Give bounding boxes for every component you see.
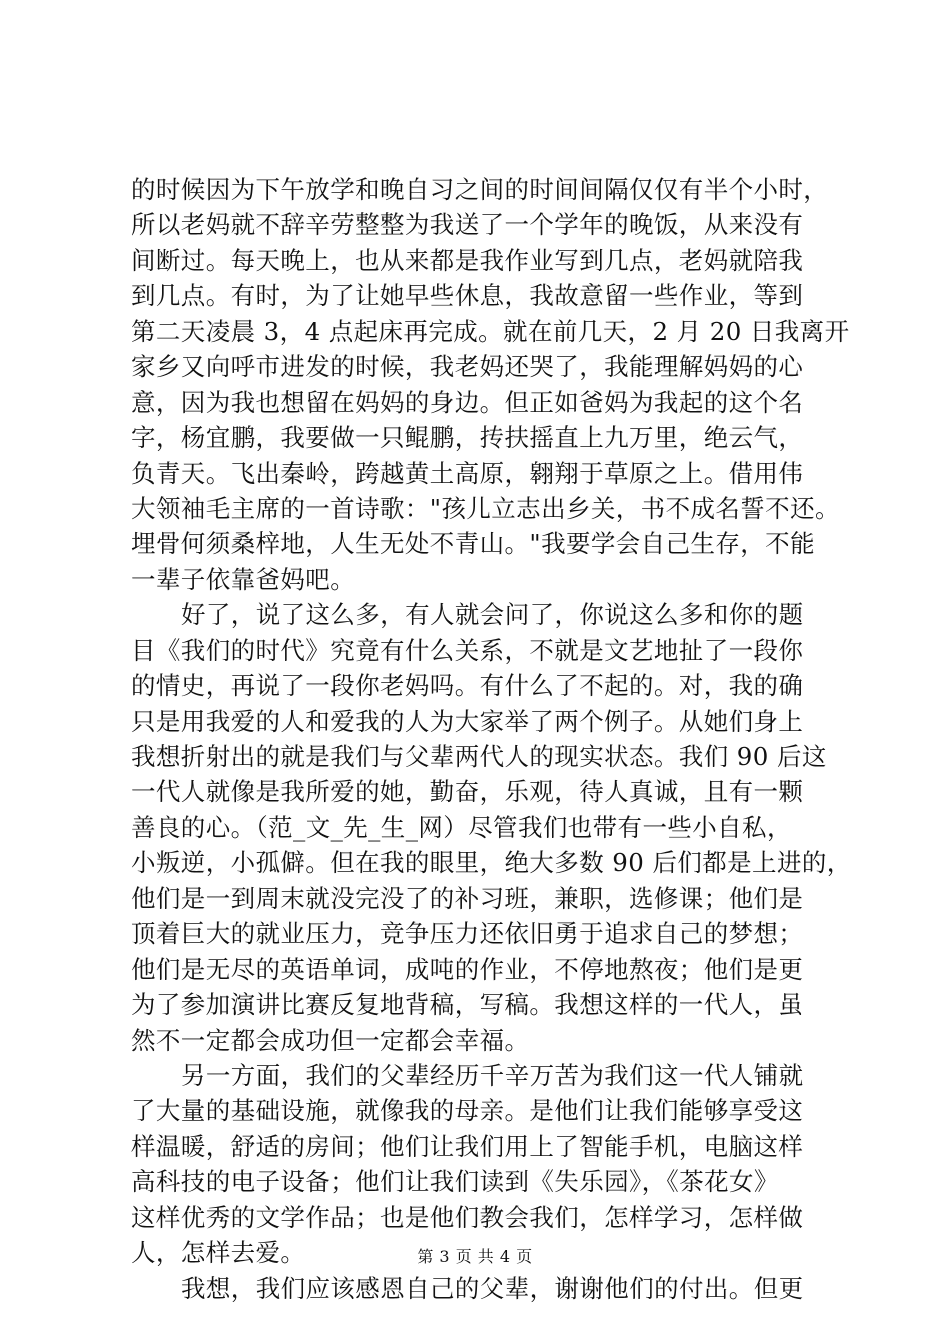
text-line: 埋骨何须桑梓地，人生无处不青山。"我要学会自己生存，不能 xyxy=(131,529,815,559)
text-line: 的情史，再说了一段你老妈吗。有什么了不起的。对，我的确 xyxy=(131,671,804,701)
text-line: 小叛逆，小孤僻。但在我的眼里，绝大多数 90 后们都是上进的， xyxy=(131,848,852,878)
text-line: 大领袖毛主席的一首诗歌："孩儿立志出乡关，书不成名誓不还。 xyxy=(131,493,840,523)
text-line: 高科技的电子设备；他们让我们读到《失乐园》，《茶花女》 xyxy=(131,1167,779,1197)
text-line: 这样优秀的文学作品；也是他们教会我们，怎样学习，怎样做 xyxy=(131,1202,804,1232)
text-line: 一辈子依靠爸妈吧。 xyxy=(131,564,356,594)
text-line: 意，因为我也想留在妈妈的身边。但正如爸妈为我起的这个名 xyxy=(131,387,804,417)
text-line: 字，杨宜鹏，我要做一只鲲鹏，抟扶摇直上九万里，绝云气， xyxy=(131,423,804,453)
text-line: 一代人就像是我所爱的她，勤奋，乐观，待人真诚，且有一颗 xyxy=(131,777,804,807)
text-line: 他们是无尽的英语单词，成吨的作业，不停地熬夜；他们是更 xyxy=(131,954,804,984)
text-line: 善良的心。（范_文_先_生_网）尽管我们也带有一些小自私， xyxy=(131,812,792,842)
text-line: 的时候因为下午放学和晚自习之间的时间间隔仅仅有半个小时， xyxy=(131,175,829,204)
text-line: 目《我们的时代》究竟有什么关系，不就是文艺地扯了一段你 xyxy=(131,635,804,665)
text-line: 所以老妈就不辞辛劳整整为我送了一个学年的晚饭，从来没有 xyxy=(131,210,804,240)
paragraph-start-line: 我想，我们应该感恩自己的父辈，谢谢他们的付出。但更 xyxy=(181,1273,804,1303)
text-line: 我想折射出的就是我们与父辈两代人的现实状态。我们 90 后这 xyxy=(131,742,827,771)
text-line: 他们是一到周末就没完没了的补习班，兼职，选修课；他们是 xyxy=(131,883,804,913)
paragraph-start-line: 好了，说了这么多，有人就会问了，你说这么多和你的题 xyxy=(181,600,804,630)
body-text xyxy=(131,172,852,1306)
text-line: 为了参加演讲比赛反复地背稿，写稿。我想这样的一代人，虽 xyxy=(131,990,804,1020)
text-line: 顶着巨大的就业压力，竞争压力还依旧勇于追求自己的梦想； xyxy=(131,919,804,949)
text-line: 样温暖，舒适的房间；他们让我们用上了智能手机，电脑这样 xyxy=(131,1131,804,1161)
paragraph-start-line: 另一方面，我们的父辈经历千辛万苦为我们这一代人铺就 xyxy=(181,1060,804,1090)
text-line: 负青天。飞出秦岭，跨越黄土高原，翱翔于草原之上。借用伟 xyxy=(131,458,804,488)
page-number-footer: 第 3 页 共 4 页 xyxy=(417,1247,533,1266)
text-line: 到几点。有时，为了让她早些休息，我故意留一些作业，等到 xyxy=(131,281,804,311)
text-line: 人，怎样去爱。 xyxy=(131,1238,306,1268)
text-line: 了大量的基础设施，就像我的母亲。是他们让我们能够享受这 xyxy=(131,1096,804,1126)
text-line: 只是用我爱的人和爱我的人为大家举了两个例子。从她们身上 xyxy=(131,706,804,736)
text-line: 然不一定都会成功但一定都会幸福。 xyxy=(131,1025,530,1055)
text-line: 间断过。每天晚上，也从来都是我作业写到几点，老妈就陪我 xyxy=(131,245,804,275)
text-line: 第二天凌晨 3，4 点起床再完成。就在前几天，2 月 20 日我离开 xyxy=(131,316,850,346)
text-line: 家乡又向呼市进发的时候，我老妈还哭了，我能理解妈妈的心 xyxy=(131,352,804,382)
